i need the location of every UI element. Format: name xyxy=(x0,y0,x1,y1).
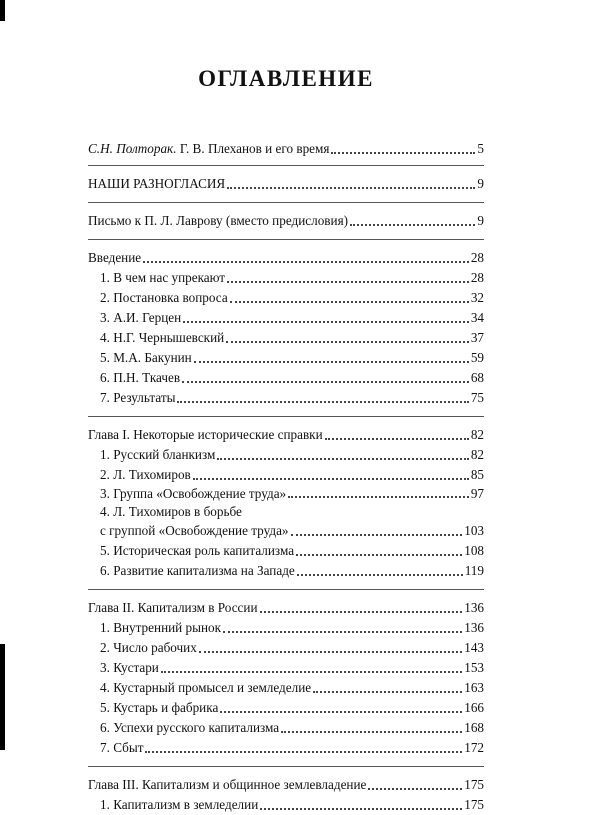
toc-entry[interactable] xyxy=(88,368,484,388)
entry-title-text: 2. Л. Тихомиров xyxy=(100,467,191,482)
toc-entry[interactable] xyxy=(88,425,484,445)
toc-entry[interactable] xyxy=(88,638,484,658)
toc-section xyxy=(88,767,484,815)
dot-leader xyxy=(220,711,462,713)
page-number: 153 xyxy=(464,660,484,675)
entry-title-text: 3. А.И. Герцен xyxy=(100,310,182,325)
toc-section xyxy=(88,166,484,203)
toc-entry[interactable] xyxy=(88,795,484,815)
entry-title-text: 3. Группа «Освобождение труда» xyxy=(100,486,287,501)
entry-title xyxy=(100,658,159,678)
page-number: 9 xyxy=(477,213,484,228)
toc-entry[interactable] xyxy=(88,348,484,368)
entry-title xyxy=(100,638,197,658)
dot-leader xyxy=(161,671,462,673)
page-number: 34 xyxy=(470,310,484,325)
toc-entry[interactable] xyxy=(88,248,484,268)
dot-leader xyxy=(291,534,463,536)
toc-section xyxy=(88,590,484,767)
page-number: 175 xyxy=(464,797,484,812)
entry-title xyxy=(88,598,258,618)
entry-title-text: 4. Л. Тихомиров в борьбе xyxy=(100,504,242,519)
toc-entry[interactable] xyxy=(88,738,484,758)
dot-leader xyxy=(182,381,469,383)
toc-entry[interactable] xyxy=(88,775,484,795)
page-number: 82 xyxy=(470,447,484,462)
page-number: 108 xyxy=(464,543,484,558)
entry-title-text: НАШИ РАЗНОГЛАСИЯ xyxy=(88,176,226,191)
toc-entry[interactable] xyxy=(88,139,484,159)
entry-title xyxy=(100,503,242,521)
entry-title xyxy=(88,174,225,194)
entry-title xyxy=(100,561,295,581)
entry-title-text: 7. Сбыт xyxy=(100,740,144,755)
entry-title-text: Введение xyxy=(88,250,142,265)
entry-title-text: Письмо к П. Л. Лаврову (вместо предисловия) xyxy=(88,213,349,228)
page-number: 68 xyxy=(470,370,484,385)
page-number: 175 xyxy=(464,777,484,792)
entry-title-text: 2. Число рабочих xyxy=(100,640,197,655)
page-number: 136 xyxy=(464,600,484,615)
dot-leader xyxy=(230,301,469,303)
entry-title-text: Глава III. Капитализм и общинное землевладение xyxy=(88,777,367,792)
dot-leader xyxy=(177,401,468,403)
toc-entry[interactable] xyxy=(88,288,484,308)
dot-leader xyxy=(260,611,463,613)
entry-title-text: 4. Кустарный промысел и земледелие xyxy=(100,680,312,695)
page-number: 82 xyxy=(470,427,484,442)
entry-author: С.Н. Полторак. xyxy=(88,141,177,156)
toc-entry[interactable] xyxy=(88,678,484,698)
page-number: 37 xyxy=(470,330,484,345)
dot-leader xyxy=(226,341,469,343)
toc-entry[interactable] xyxy=(88,465,484,485)
page-number: 28 xyxy=(470,270,484,285)
toc-section xyxy=(88,417,484,590)
toc-entry[interactable] xyxy=(88,503,484,521)
entry-title xyxy=(100,308,181,328)
page-number: 9 xyxy=(477,176,484,191)
page-number: 59 xyxy=(470,350,484,365)
dot-leader xyxy=(217,458,468,460)
dot-leader xyxy=(350,224,475,226)
entry-title xyxy=(100,388,175,408)
page-number: 163 xyxy=(464,680,484,695)
entry-title-text: 1. Капитализм в земледелии xyxy=(100,797,259,812)
entry-title-text: 5. М.А. Бакунин xyxy=(100,350,192,365)
dot-leader xyxy=(194,361,469,363)
entry-title xyxy=(88,775,366,795)
entry-title-text: 5. Кустарь и фабрика xyxy=(100,700,219,715)
entry-title-text: 7. Результаты xyxy=(100,390,176,405)
page-number: 103 xyxy=(464,523,484,538)
toc-entry[interactable] xyxy=(88,308,484,328)
table-of-contents xyxy=(88,139,484,815)
toc-entry[interactable] xyxy=(88,698,484,718)
scan-edge-top xyxy=(0,0,5,21)
entry-title-text: 1. Русский бланкизм xyxy=(100,447,216,462)
entry-title xyxy=(88,139,329,159)
entry-title xyxy=(100,348,192,368)
dot-leader xyxy=(325,438,469,440)
entry-title xyxy=(100,541,294,561)
toc-section xyxy=(88,203,484,240)
dot-leader xyxy=(368,788,462,790)
dot-leader xyxy=(313,691,462,693)
toc-entry[interactable] xyxy=(88,718,484,738)
entry-title xyxy=(100,368,180,388)
toc-entry[interactable] xyxy=(88,211,484,231)
entry-title-text: 6. Развитие капитализма на Западе xyxy=(100,563,295,578)
toc-section xyxy=(88,139,484,166)
page-number: 97 xyxy=(470,486,484,501)
page-number: 143 xyxy=(464,640,484,655)
page-number: 166 xyxy=(464,700,484,715)
entry-title xyxy=(100,678,311,698)
page-number: 168 xyxy=(464,720,484,735)
entry-title-text: 6. П.Н. Ткачев xyxy=(100,370,181,385)
toc-entry[interactable] xyxy=(88,521,484,541)
entry-title xyxy=(100,485,286,503)
dot-leader xyxy=(260,808,462,810)
dot-leader xyxy=(288,496,469,498)
page-number: 136 xyxy=(464,620,484,635)
dot-leader xyxy=(331,152,475,154)
entry-title xyxy=(100,795,258,815)
entry-title-text: 1. В чем нас упрекают xyxy=(100,270,226,285)
dot-leader xyxy=(297,574,463,576)
entry-title-text: 2. Постановка вопроса xyxy=(100,290,228,305)
dot-leader xyxy=(223,631,462,633)
toc-entry[interactable] xyxy=(88,328,484,348)
entry-title xyxy=(100,445,215,465)
dot-leader xyxy=(227,187,475,189)
entry-title-text: Глава I. Некоторые исторические справки xyxy=(88,427,323,442)
toc-entry[interactable] xyxy=(88,598,484,618)
entry-title xyxy=(100,328,224,348)
toc-entry[interactable] xyxy=(88,618,484,638)
page-number: 28 xyxy=(470,250,484,265)
page-number: 172 xyxy=(464,740,484,755)
scan-edge-bottom xyxy=(0,644,5,750)
toc-entry[interactable] xyxy=(88,174,484,194)
entry-title xyxy=(100,738,143,758)
page-number: 5 xyxy=(477,141,484,156)
toc-entry[interactable] xyxy=(88,541,484,561)
entry-title-text: Г. В. Плеханов и его время xyxy=(176,141,330,156)
toc-entry[interactable] xyxy=(88,658,484,678)
entry-title-text: с группой «Освобождение труда» xyxy=(100,523,289,538)
toc-entry[interactable] xyxy=(88,268,484,288)
entry-title xyxy=(88,248,141,268)
dot-leader xyxy=(193,478,469,480)
entry-title xyxy=(88,425,323,445)
dot-leader xyxy=(296,554,462,556)
dot-leader xyxy=(145,751,462,753)
page-title: ОГЛАВЛЕНИЕ xyxy=(198,66,374,91)
entry-title xyxy=(100,698,218,718)
entry-title xyxy=(100,618,221,638)
dot-leader xyxy=(199,651,462,653)
entry-title-text: 1. Внутренний рынок xyxy=(100,620,222,635)
page-number: 32 xyxy=(470,290,484,305)
entry-title xyxy=(100,718,279,738)
toc-entry[interactable] xyxy=(88,561,484,581)
dot-leader xyxy=(143,261,469,263)
toc-section xyxy=(88,240,484,417)
entry-title xyxy=(100,465,191,485)
dot-leader xyxy=(281,731,462,733)
entry-title-text: 4. Н.Г. Чернышевский xyxy=(100,330,225,345)
page-number: 119 xyxy=(464,563,484,578)
entry-title-text: 3. Кустари xyxy=(100,660,159,675)
toc-entry[interactable] xyxy=(88,485,484,503)
page-number: 75 xyxy=(470,390,484,405)
toc-entry[interactable] xyxy=(88,445,484,465)
entry-title-text: 6. Успехи русского капитализма xyxy=(100,720,280,735)
toc-entry[interactable] xyxy=(88,388,484,408)
entry-title xyxy=(100,268,225,288)
page-number: 85 xyxy=(470,467,484,482)
dot-leader xyxy=(227,281,469,283)
entry-title xyxy=(88,211,348,231)
entry-title xyxy=(100,288,228,308)
entry-title-text: 5. Историческая роль капитализма xyxy=(100,543,295,558)
entry-title-text: Глава II. Капитализм в России xyxy=(88,600,258,615)
entry-title xyxy=(100,521,289,541)
dot-leader xyxy=(183,321,469,323)
